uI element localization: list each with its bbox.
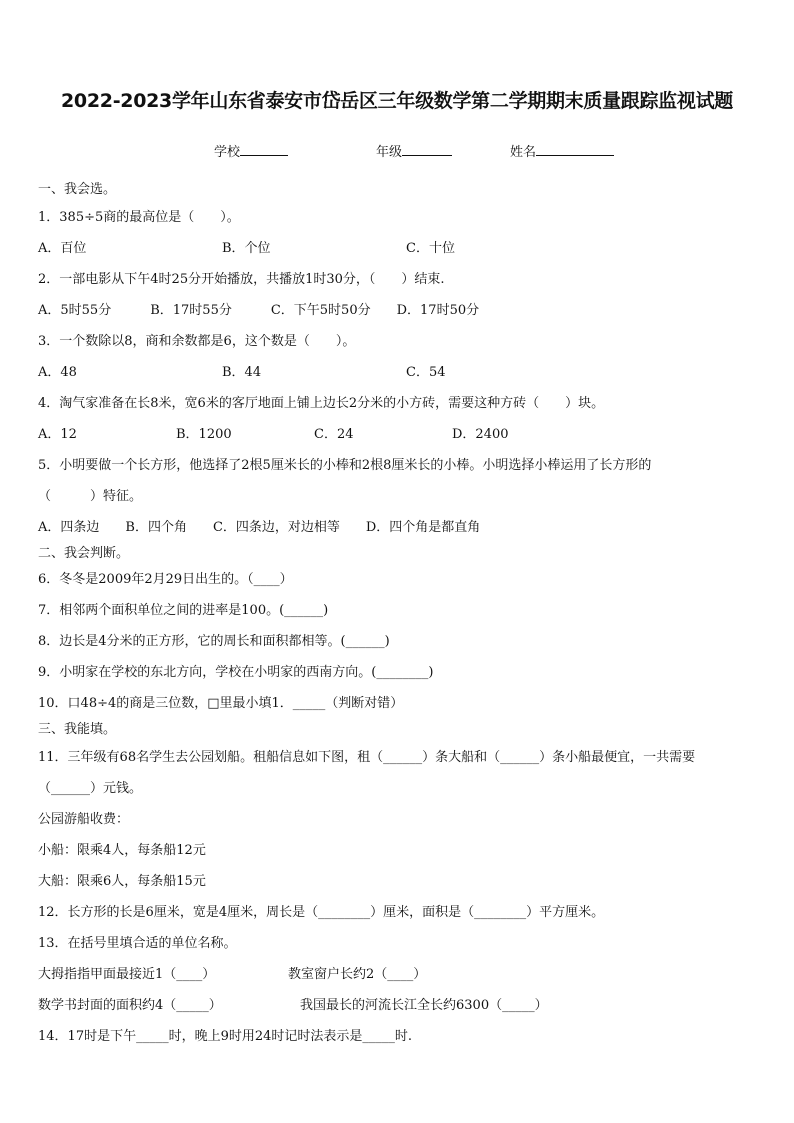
question-8: 8．边长是4分米的正方形，它的周长和面积都相等。(______)	[38, 634, 390, 649]
name-blank[interactable]	[536, 143, 614, 156]
question-11-line-1: 11．三年级有68名学生去公园划船。租船信息如下图，租（______）条大船和（______）条小船最便宜，一共需要	[38, 750, 696, 765]
q13-item-d: 我国最长的河流长江全长约6300（_____）	[300, 998, 548, 1013]
q5-options[interactable]: A．四条边 B．四个角 C．四条边，对边相等 D．四个角是都直角	[38, 520, 481, 535]
q4-option-c[interactable]: C．24	[314, 427, 354, 442]
q13-item-c: 数学书封面的面积约4（_____）	[38, 998, 222, 1013]
question-12: 12．长方形的长是6厘米，宽是4厘米，周长是（________）厘米，面积是（________）平方厘米。	[38, 905, 605, 920]
question-5-line-1: 5．小明要做一个长方形，他选择了2根5厘米长的小棒和2根8厘米长的小棒。小明选择小棒运用了长方形的	[38, 458, 652, 473]
question-14: 14．17时是下午_____时，晚上9时用24时记时法表示是_____时.	[38, 1029, 413, 1044]
question-9: 9．小明家在学校的东北方向，学校在小明家的西南方向。(________)	[38, 665, 434, 680]
boat-fee-title: 公园游船收费：	[38, 812, 130, 827]
question-13: 13．在括号里填合适的单位名称。	[38, 936, 237, 951]
school-field[interactable]	[214, 143, 288, 161]
grade-label: 年级	[376, 145, 403, 160]
q4-option-d[interactable]: D．2400	[452, 427, 509, 442]
question-10: 10．口48÷4的商是三位数，□里最小填1．_____（判断对错）	[38, 696, 404, 711]
question-7: 7．相邻两个面积单位之间的进率是100。(______)	[38, 603, 329, 618]
q2-options[interactable]: A．5时55分 B．17时55分 C．下午5时50分 D．17时50分	[38, 303, 480, 318]
q1-option-a[interactable]: A．百位	[38, 241, 87, 256]
grade-field[interactable]	[376, 143, 452, 161]
q4-option-a[interactable]: A．12	[38, 427, 77, 442]
small-boat-info: 小船：限乘4人，每条船12元	[38, 843, 206, 858]
school-blank[interactable]	[240, 143, 288, 156]
grade-blank[interactable]	[402, 143, 452, 156]
q3-option-a[interactable]: A．48	[38, 365, 77, 380]
section-3-heading: 三、我能填。	[38, 722, 117, 737]
q13-item-b: 教室窗户长约2（____）	[288, 967, 427, 982]
question-1: 1．385÷5商的最高位是（ ）。	[38, 210, 240, 225]
q1-option-b[interactable]: B．个位	[222, 241, 271, 256]
question-3: 3．一个数除以8，商和余数都是6，这个数是（ ）。	[38, 334, 356, 349]
q4-option-b[interactable]: B．1200	[176, 427, 232, 442]
question-2: 2．一部电影从下午4时25分开始播放，共播放1时30分，（ ）结束.	[38, 272, 445, 287]
school-label: 学校	[214, 145, 241, 160]
section-2-heading: 二、我会判断。	[38, 546, 130, 561]
big-boat-info: 大船：限乘6人，每条船15元	[38, 874, 206, 889]
name-label: 姓名	[510, 145, 537, 160]
question-11-line-2: （______）元钱。	[38, 781, 143, 796]
question-4: 4．淘气家准备在长8米，宽6米的客厅地面上铺上边长2分米的小方砖，需要这种方砖（ ）块。	[38, 396, 605, 411]
q3-option-b[interactable]: B．44	[222, 365, 262, 380]
page-title: 2022-2023学年山东省泰安市岱岳区三年级数学第二学期期末质量跟踪监视试题	[61, 90, 733, 112]
q1-option-c[interactable]: C．十位	[406, 241, 455, 256]
name-field[interactable]	[510, 143, 614, 161]
section-1-heading: 一、我会选。	[38, 182, 117, 197]
question-6: 6．冬冬是2009年2月29日出生的。（____）	[38, 572, 293, 587]
q13-item-a: 大拇指指甲面最接近1（____）	[38, 967, 216, 982]
q3-option-c[interactable]: C．54	[406, 365, 446, 380]
question-5-line-2: （ ）特征。	[38, 489, 143, 504]
